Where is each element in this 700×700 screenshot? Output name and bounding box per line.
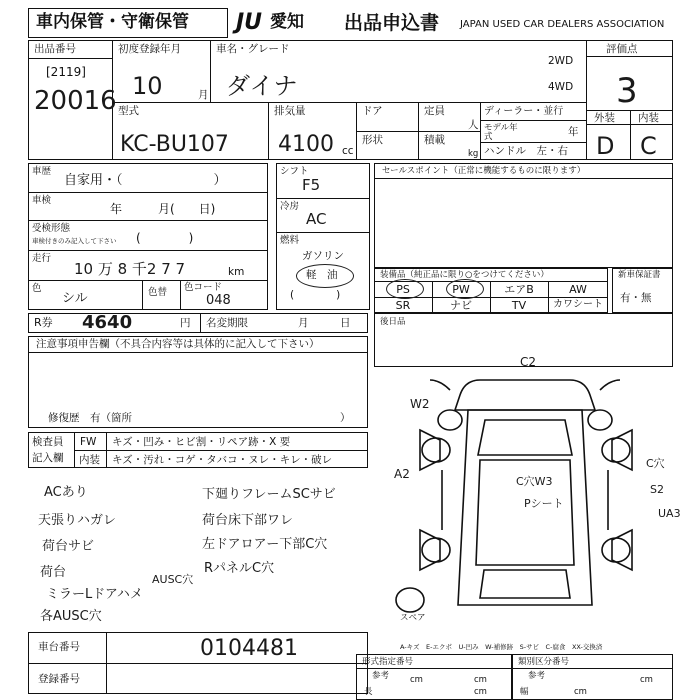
- spare-label: スペア: [400, 613, 426, 623]
- mileage-value: 10 万 8 千2 7 7: [74, 260, 186, 278]
- equip-tv: TV: [511, 299, 527, 312]
- measure-right-cm1: cm: [640, 675, 653, 685]
- nai-label: 内装: [79, 454, 100, 466]
- ps-circle: [386, 279, 424, 299]
- diagram-mark-pseat: Pシート: [524, 497, 564, 510]
- equip-ps: PS: [396, 283, 410, 296]
- repair-close: ）: [340, 412, 351, 424]
- inspector-label2: 記入欄: [32, 452, 64, 464]
- disp-unit: cc: [342, 145, 354, 157]
- equip-leather: カワシート: [553, 299, 603, 310]
- equip-sr: SR: [395, 299, 411, 312]
- type-value: KC-BU107: [120, 132, 229, 157]
- drive-2wd: 2WD: [548, 55, 574, 67]
- newcar-label: 新車保証書: [618, 270, 661, 280]
- mileage-unit: km: [228, 266, 245, 278]
- hand-note-5: ミラーLドアハメ: [46, 587, 143, 602]
- disp-label: 排気量: [274, 105, 306, 117]
- nai-items: キズ・汚れ・コゲ・タバコ・ヌレ・キレ・破レ: [112, 454, 333, 466]
- ju-logo: JU: [236, 10, 263, 35]
- diagram-mark-c2: C2: [520, 355, 537, 369]
- received-label: 受検形態: [32, 223, 71, 234]
- newcar-value: 有・無: [620, 292, 652, 304]
- color-label: 色: [32, 283, 42, 294]
- equip-aw: AW: [569, 283, 587, 296]
- shift-value: F5: [302, 176, 321, 194]
- lot-sub: [2119]: [46, 65, 86, 79]
- diagram-mark-ua3: UA3: [658, 507, 681, 520]
- door-label: ドア: [362, 105, 383, 117]
- hand-note-10: RパネルC穴: [204, 561, 275, 576]
- recycle-value: 4640: [82, 312, 133, 333]
- inspector-label1: 検査員: [32, 436, 64, 448]
- hand-note-4: 荷台: [40, 565, 67, 580]
- pw-circle: [446, 279, 484, 299]
- fuel-paren: ( ): [290, 289, 341, 301]
- shape-label: 形状: [362, 134, 383, 146]
- disp-value: 4100: [278, 132, 334, 157]
- chassis-value: 0104481: [200, 636, 298, 661]
- repair-label: 修復歴 有（箇所: [48, 412, 132, 424]
- colorno-label: 色替: [148, 287, 168, 298]
- usage-label: 車歴: [32, 166, 52, 177]
- model-label: 車名・グレード: [216, 43, 290, 55]
- exterior-value: D: [596, 132, 615, 160]
- interior-value: C: [640, 132, 657, 160]
- chassis-label: 車台番号: [38, 641, 80, 653]
- ac-label: 冷房: [280, 201, 300, 212]
- usage-value: 自家用・（ ）: [64, 173, 227, 188]
- diagram-mark-s2: S2: [650, 483, 664, 496]
- hand-note-9: 左ドアロアー下部C穴: [202, 537, 328, 552]
- inspection-value: 年 月( 日): [110, 202, 216, 216]
- equip-airbag: エアB: [504, 283, 534, 296]
- diagram-mark-a2: A2: [394, 467, 410, 481]
- hand-note-8: 荷台床下部ワレ: [202, 513, 294, 528]
- measure-left-label1: 形式指定番号: [362, 657, 414, 667]
- lot-number: 20016: [34, 86, 117, 116]
- inspection-label: 車検: [32, 195, 52, 206]
- shift-label: シフト: [280, 166, 309, 177]
- doc-title: 出品申込書: [344, 12, 440, 34]
- association-name: JAPAN USED CAR DEALERS ASSOCIATION: [460, 19, 665, 30]
- recycle-unit: 円: [180, 317, 191, 329]
- measure-left-cm1: cm: [410, 675, 423, 685]
- colorcode-value: 048: [206, 293, 231, 308]
- hand-note-7: 下廻りフレームSCサビ: [202, 487, 336, 502]
- org-name: 愛知: [270, 12, 304, 32]
- hand-note-1: ACあり: [44, 485, 88, 500]
- drive-4wd: 4WD: [548, 81, 574, 93]
- diagram-mark-w2: W2: [410, 397, 430, 411]
- colorcode-label: 色コード: [184, 282, 223, 293]
- fuel-label: 燃料: [280, 235, 300, 246]
- deadline-label: 名変期限: [206, 317, 248, 329]
- reg-year: 10: [132, 72, 163, 100]
- deadline-value: 月 日: [298, 317, 351, 329]
- capacity-unit: 人: [468, 119, 479, 131]
- load-label: 積載: [424, 134, 445, 146]
- type-label: 型式: [118, 105, 139, 117]
- measure-right-label1: 類別区分番号: [518, 657, 570, 667]
- measure-left-sub: 長: [364, 687, 373, 697]
- fuel-gasoline: ガソリン: [302, 250, 344, 262]
- fuel-diesel-circle: [296, 264, 354, 288]
- vehicle-diagram: [380, 350, 670, 640]
- fuel-diesel: 軽 油: [306, 269, 338, 281]
- diagram-mark-w3: C穴W3: [516, 475, 553, 488]
- plate-label: 登録番号: [38, 673, 80, 685]
- score-label: 評価点: [606, 43, 638, 55]
- modelyear-unit: 年: [568, 126, 579, 138]
- hand-note-mid: AUSC穴: [152, 573, 194, 586]
- reg-month-suffix: 月: [198, 89, 209, 101]
- measure-right-cm2: cm: [574, 687, 587, 697]
- measure-left-cm2: cm: [474, 675, 487, 685]
- received-sub: 車検付きのみ記入して下さい: [32, 237, 117, 245]
- equipment-label: 装備品（純正品に限り○をつけてください）: [380, 270, 549, 280]
- hand-note-6: 各AUSC穴: [40, 609, 102, 624]
- handle-label: ハンドル 左・右: [484, 145, 568, 157]
- exterior-label: 外装: [594, 112, 615, 124]
- measure-left-cm3: cm: [474, 687, 487, 697]
- interior-label: 内装: [638, 112, 659, 124]
- model-value: ダイナ: [226, 72, 298, 100]
- mileage-label: 走行: [32, 253, 52, 264]
- score-value: 3: [616, 71, 638, 111]
- equip-pw: PW: [452, 283, 470, 296]
- dealer-label: ディーラー・並行: [484, 106, 564, 117]
- diagram-mark-c-ana: C穴: [646, 457, 665, 470]
- damage-legend: A-キズ E-エクボ U-凹み W-補修跡 S-サビ C-腐食 XX-交換済: [400, 643, 603, 651]
- measure-left-label2: 参考: [372, 671, 390, 681]
- modelyear-label: モデル年式: [484, 123, 518, 142]
- received-value: ( ): [136, 231, 194, 245]
- recycle-label: R券: [34, 316, 53, 329]
- ac-value: AC: [306, 210, 327, 228]
- measure-right-sub: 幅: [520, 687, 529, 697]
- measure-right-label2: 参考: [528, 671, 546, 681]
- fw-label: FW: [80, 436, 97, 448]
- hand-note-3: 荷台サビ: [42, 539, 95, 554]
- lot-label: 出品番号: [34, 43, 76, 55]
- color-value: シル: [62, 291, 88, 306]
- storage-label: 車内保管・守衛保管: [36, 12, 189, 32]
- capacity-label: 定員: [424, 105, 445, 117]
- hand-note-2: 天張りハガレ: [38, 513, 117, 528]
- sales-point-label: セールスポイント（正常に機能するものに限ります）: [382, 166, 586, 176]
- equip-navi: ナビ: [450, 299, 472, 312]
- load-unit: kg: [468, 149, 479, 159]
- reg-label: 初度登録年月: [118, 43, 181, 55]
- notes-label: 注意事項申告欄（不具合内容等は具体的に記入して下さい）: [36, 338, 320, 350]
- fw-items: キズ・凹み・ヒビ割・リペア跡・X 要: [112, 436, 291, 448]
- after-label: 後日品: [380, 317, 406, 327]
